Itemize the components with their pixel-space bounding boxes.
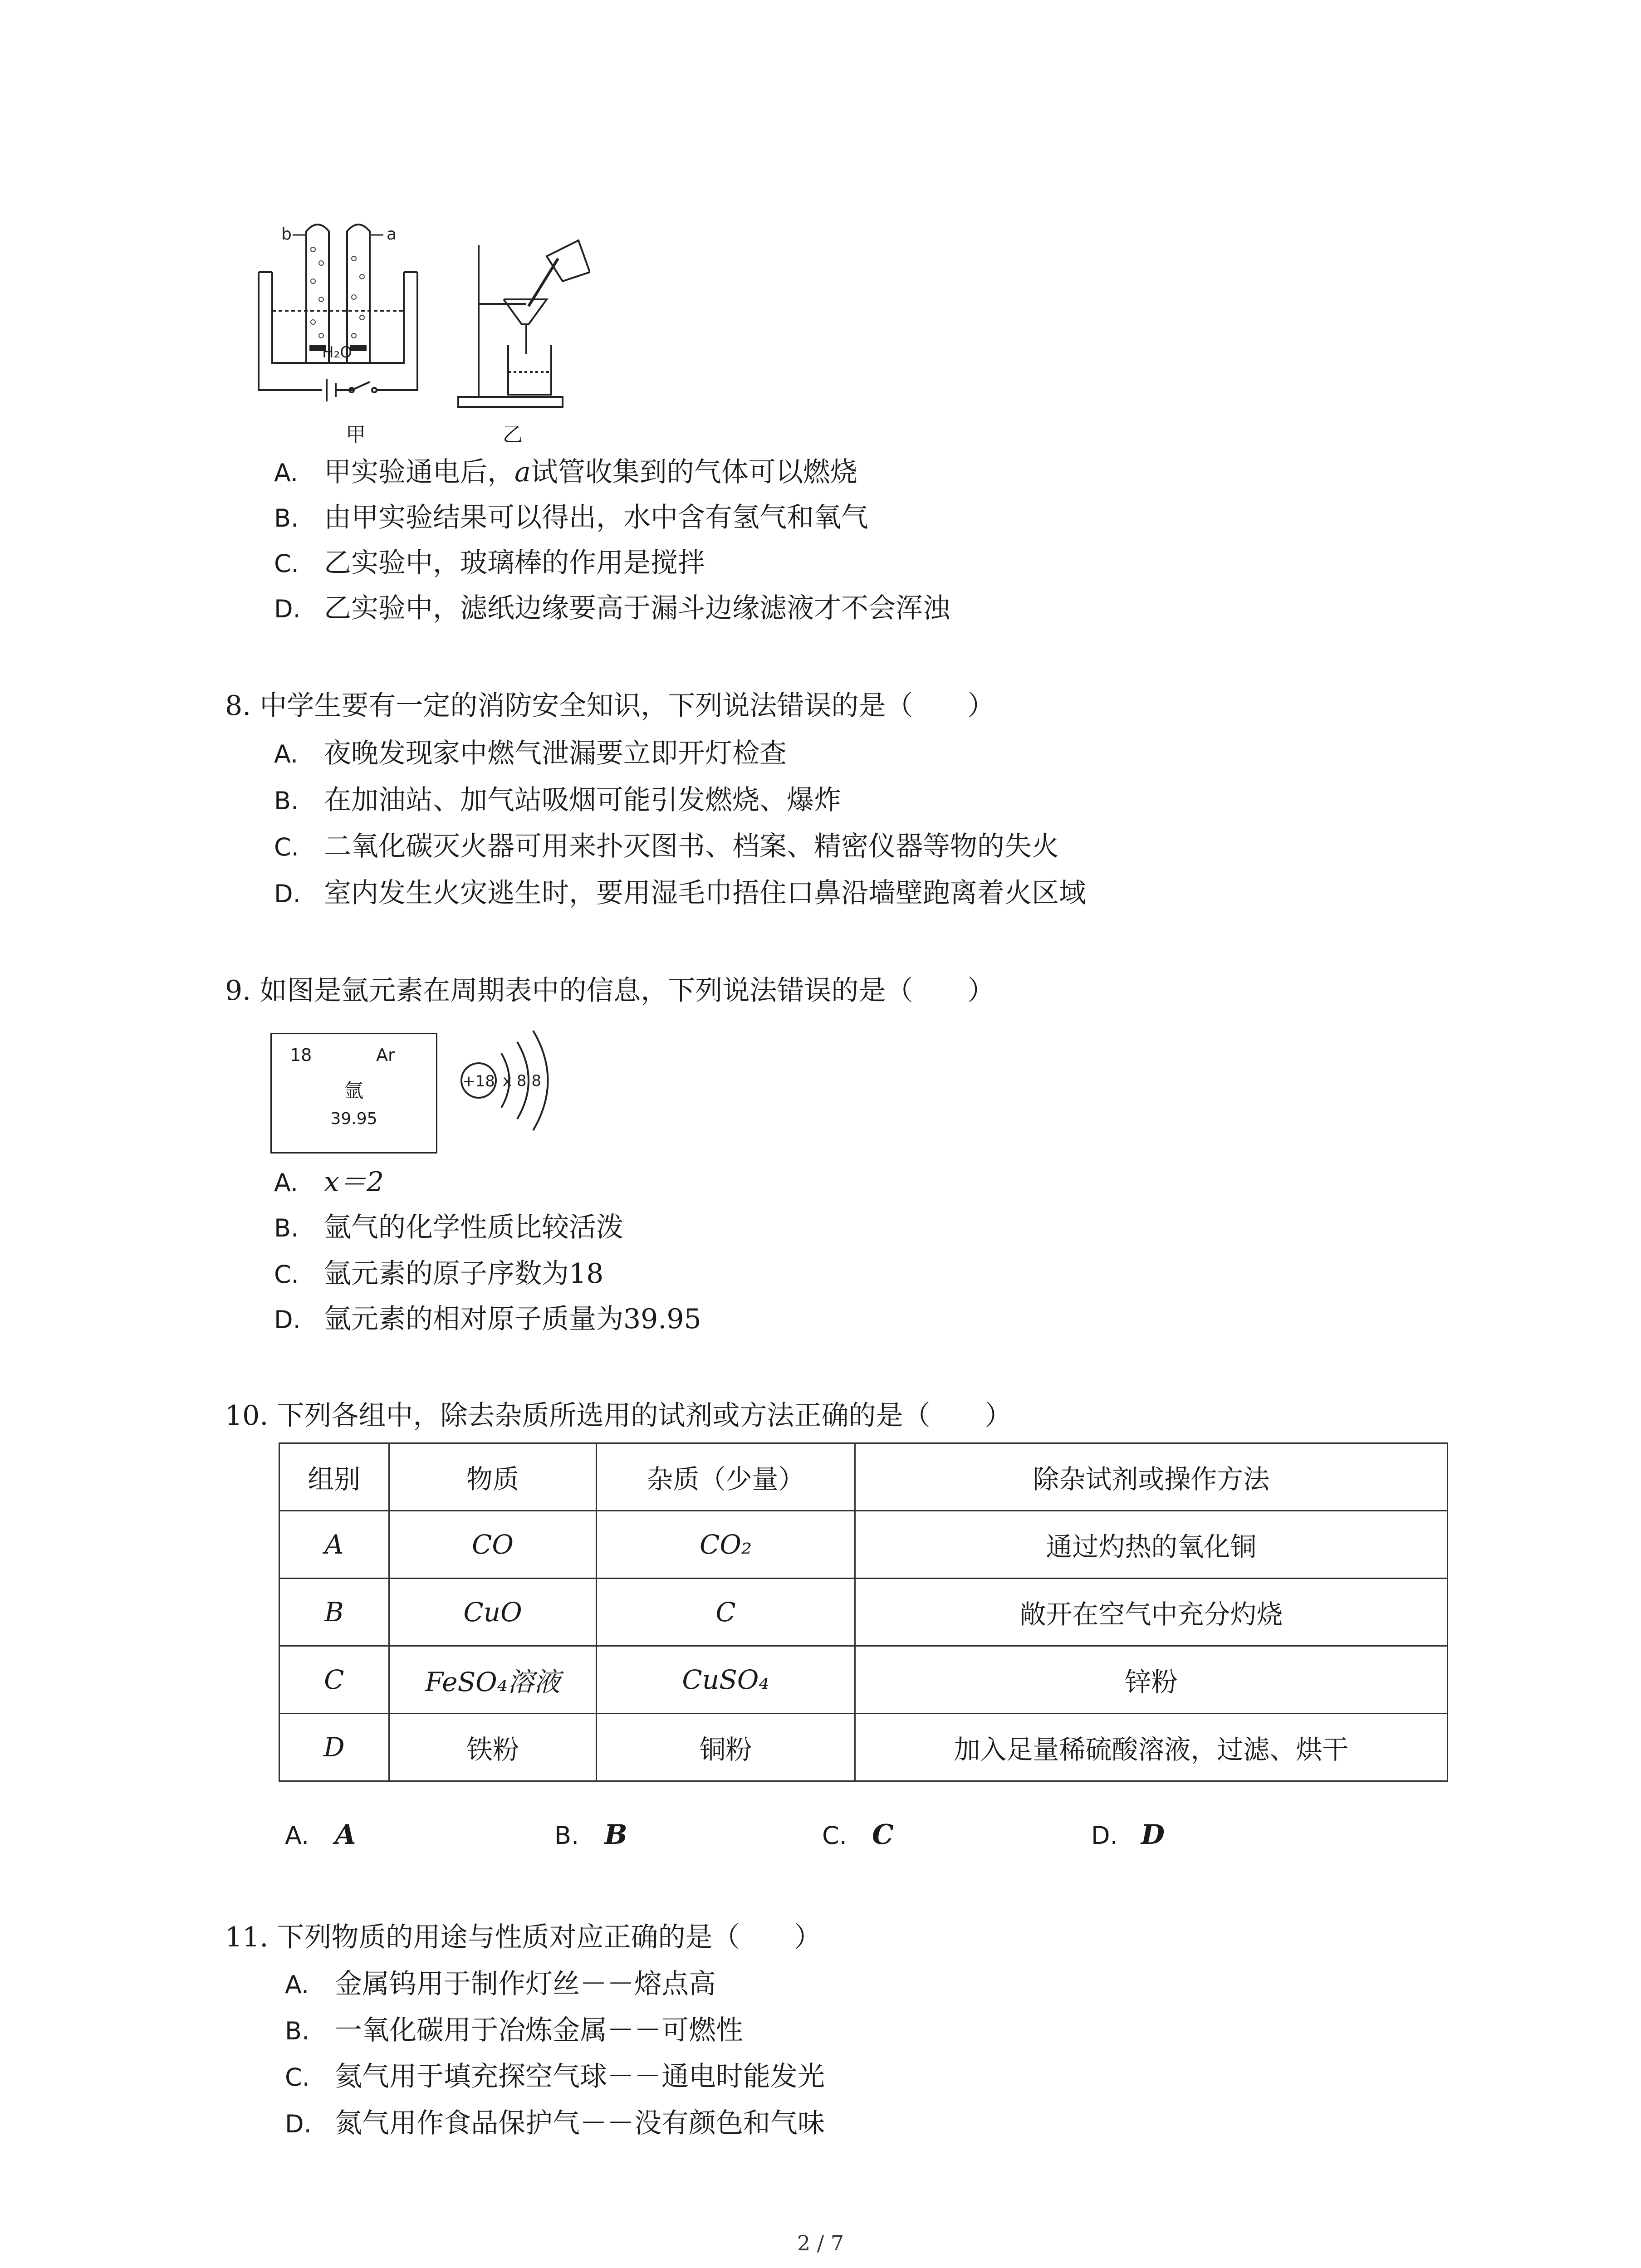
atomic-mass: 39.95 [330, 1110, 377, 1128]
table-header: 除杂试剂或操作方法 [855, 1443, 1447, 1511]
table-cell: C [597, 1579, 855, 1646]
option-label: B. [554, 1821, 579, 1850]
table-row [279, 1714, 1448, 1781]
table-cell: 铜粉 [597, 1714, 855, 1781]
table-cell: D [279, 1714, 389, 1781]
option-text: 一氧化碳用于冶炼金属－－可燃性 [335, 2014, 743, 2046]
figure-filtration [454, 231, 590, 413]
table-cell: CO [389, 1511, 597, 1579]
option-text: 二氧化碳灭火器可用来扑灭图书、档案、精密仪器等物的失火 [324, 831, 1059, 862]
atomic-number: 18 [290, 1045, 312, 1065]
q11-option-d[interactable] [285, 2107, 825, 2141]
option-label: C. [822, 1821, 847, 1850]
option-text: 氮气用作食品保护气－－没有颜色和气味 [335, 2107, 825, 2139]
q9-option-b[interactable] [274, 1211, 623, 1245]
table-header: 杂质（少量） [597, 1443, 855, 1511]
tube-b-label: b [281, 225, 292, 244]
table-row [279, 1511, 1448, 1579]
page-number: 2 / 7 [797, 2231, 844, 2255]
atom-structure-diagram [458, 1026, 563, 1135]
option-label: C. [274, 549, 299, 578]
q10-answer-a[interactable] [285, 1819, 356, 1851]
figure-electrolysis [254, 213, 426, 404]
figure-jia-label: 甲 [346, 423, 366, 446]
table-cell: 敞开在空气中充分灼烧 [855, 1579, 1447, 1646]
q9-stem: 9. 如图是氩元素在周期表中的信息，下列说法错误的是（ ） [225, 975, 995, 1007]
electrolysis-apparatus-icon [254, 213, 426, 404]
water-label: H₂O [322, 343, 352, 362]
option-label: B. [274, 504, 299, 533]
q7-option-c[interactable] [274, 547, 705, 580]
q8-option-b[interactable] [274, 784, 841, 817]
figure-yi-label: 乙 [503, 423, 523, 446]
table-cell: 通过灼热的氧化铜 [855, 1511, 1447, 1579]
q10-answer-c[interactable] [822, 1819, 894, 1851]
option-text: 氩元素的相对原子质量为39.95 [324, 1303, 701, 1335]
option-math: a [514, 456, 531, 488]
option-text: 甲实验通电后， [324, 456, 514, 488]
option-value: B [604, 1819, 627, 1851]
table-cell: 铁粉 [389, 1714, 597, 1781]
q11-option-c[interactable] [285, 2060, 825, 2094]
table-cell: CO₂ [597, 1511, 855, 1579]
option-text: 氦气用于填充探空气球－－通电时能发光 [335, 2061, 825, 2092]
option-text: 乙实验中，玻璃棒的作用是搅拌 [324, 547, 705, 579]
q7-option-d[interactable] [274, 592, 950, 626]
option-label: D. [274, 595, 301, 623]
option-value: C [872, 1819, 894, 1851]
option-text: 由甲实验结果可以得出，水中含有氢气和氧气 [324, 502, 868, 533]
option-label: C. [274, 1260, 299, 1289]
table-header: 组别 [279, 1443, 389, 1511]
option-label: A. [274, 459, 299, 487]
electron-shells: x 8 8 [503, 1072, 541, 1090]
option-math: x＝2 [324, 1166, 384, 1198]
impurity-table [279, 1442, 1448, 1782]
option-label: A. [285, 1970, 309, 1999]
atom-structure-icon [458, 1026, 563, 1135]
option-text: 试管收集到的气体可以燃烧 [530, 456, 857, 488]
option-label: A. [285, 1821, 309, 1850]
option-text: 夜晚发现家中燃气泄漏要立即开灯检查 [324, 738, 787, 769]
option-label: A. [274, 1168, 299, 1197]
table-cell: CuSO₄ [597, 1646, 855, 1714]
q8-option-d[interactable] [274, 877, 1086, 910]
option-value: D [1141, 1819, 1165, 1851]
table-cell: C [279, 1646, 389, 1714]
table-header: 物质 [389, 1443, 597, 1511]
table-row [279, 1646, 1448, 1714]
option-label: C. [285, 2063, 310, 2092]
table-cell: A [279, 1511, 389, 1579]
option-label: B. [285, 2017, 310, 2045]
option-text: 在加油站、加气站吸烟可能引发燃烧、爆炸 [324, 784, 841, 816]
q11-stem: 11. 下列物质的用途与性质对应正确的是（ ） [225, 1921, 822, 1953]
table-cell: 加入足量稀硫酸溶液，过滤、烘干 [855, 1714, 1447, 1781]
q9-option-c[interactable] [274, 1257, 603, 1291]
option-text: 金属钨用于制作灯丝－－熔点高 [335, 1968, 716, 2000]
option-label: C. [274, 833, 299, 861]
element-name: 氩 [344, 1080, 363, 1102]
periodic-table-cell [270, 1033, 437, 1154]
q7-option-b[interactable] [274, 501, 868, 535]
q10-answer-d[interactable] [1091, 1819, 1165, 1851]
tube-a-label: a [387, 225, 397, 244]
option-label: A. [274, 740, 299, 768]
q9-option-a[interactable] [274, 1166, 384, 1199]
table-cell: B [279, 1579, 389, 1646]
q11-option-a[interactable] [285, 1968, 716, 2001]
q7-option-a[interactable] [274, 456, 857, 489]
option-label: D. [274, 1305, 301, 1334]
filtration-apparatus-icon [454, 231, 590, 413]
option-label: D. [1091, 1821, 1118, 1850]
table-row [279, 1579, 1448, 1646]
q8-option-a[interactable] [274, 737, 787, 771]
nucleus-charge: +18 [462, 1072, 495, 1090]
table-cell: CuO [389, 1579, 597, 1646]
table-cell: 锌粉 [855, 1646, 1447, 1714]
option-label: B. [274, 1214, 299, 1242]
option-text: 室内发生火灾逃生时，要用湿毛巾捂住口鼻沿墙壁跑离着火区域 [324, 877, 1086, 909]
option-text: 氩气的化学性质比较活泼 [324, 1212, 623, 1243]
option-label: B. [274, 787, 299, 815]
option-text: 乙实验中，滤纸边缘要高于漏斗边缘滤液才不会浑浊 [324, 592, 950, 624]
q8-option-c[interactable] [274, 830, 1059, 864]
q11-option-b[interactable] [285, 2014, 743, 2048]
q10-answer-b[interactable] [554, 1819, 627, 1851]
option-label: D. [274, 880, 301, 908]
option-value: A [335, 1819, 356, 1851]
q9-option-d[interactable] [274, 1303, 701, 1336]
option-label: D. [285, 2110, 312, 2138]
option-text: 氩元素的原子序数为18 [324, 1258, 604, 1290]
q8-stem: 8. 中学生要有一定的消防安全知识，下列说法错误的是（ ） [225, 690, 995, 722]
table-header-row [279, 1443, 1448, 1511]
q10-stem: 10. 下列各组中，除去杂质所选用的试剂或方法正确的是（ ） [225, 1400, 1012, 1432]
table-cell: FeSO₄溶液 [389, 1646, 597, 1714]
element-symbol: Ar [376, 1045, 395, 1065]
